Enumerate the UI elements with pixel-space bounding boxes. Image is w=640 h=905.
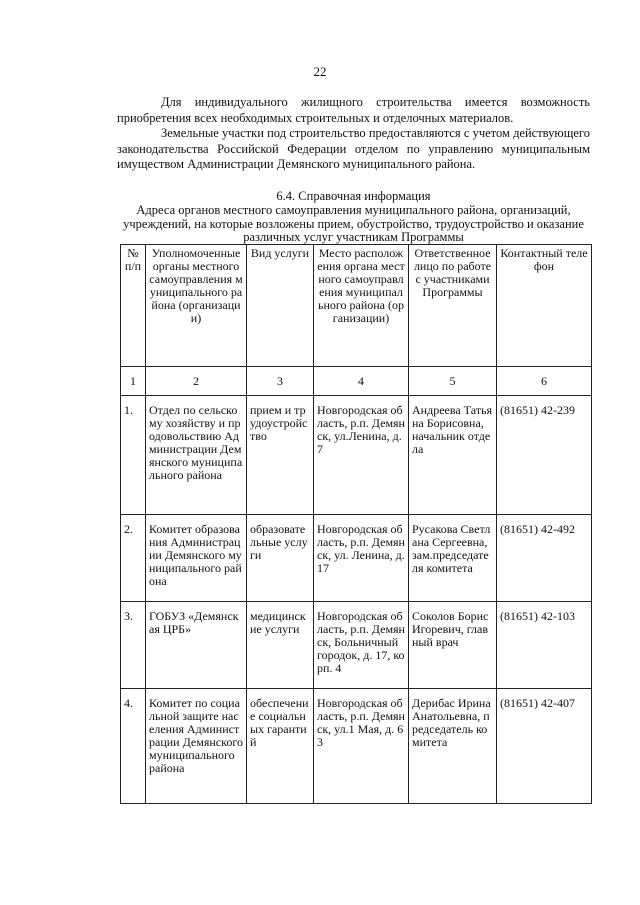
row-number: 4. [121, 689, 146, 804]
paragraph-land-plots: Земельные участки под строительство предоставляются с учетом действующего законодательства Российской Федерации отделом по управлению муниципальным имуществом Администрации Демянского муниципального района. [117, 126, 590, 171]
section-subtitle: Адреса органов местного самоуправления муниципального района, организаций, учреждений, на которые возложены прием, обустройство, трудоустройство и оказание различных услуг участникам Программы [123, 203, 584, 244]
section-title: 6.4. Справочная информация [276, 189, 431, 203]
row-person: Соколов Борис Игоревич, главный врач [409, 602, 497, 689]
row-person: Русакова Светлана Сергеевна, зам.председателя комитета [409, 515, 497, 602]
row-service: обеспечение социальных гарантий [247, 689, 314, 804]
row-person: Дерибас Ирина Анатольевна, председатель комитета [409, 689, 497, 804]
row-phone: (81651) 42-103 [497, 602, 592, 689]
row-address: Новгородская область, р.п. Демянск, ул.1 Мая, д. 63 [314, 689, 409, 804]
row-address: Новгородская область, р.п. Демянск, ул.Ленина, д. 7 [314, 396, 409, 515]
row-organization: Комитет образования Администрации Демянского муниципального района [146, 515, 247, 602]
header-location: Место расположения органа местного самоуправления муниципального района (организации) [314, 245, 409, 367]
column-number: 4 [314, 367, 409, 396]
row-service: образовательные услуги [247, 515, 314, 602]
column-number: 1 [121, 367, 146, 396]
header-phone: Контактный телефон [497, 245, 592, 367]
row-service: медицинские услуги [247, 602, 314, 689]
column-number: 6 [497, 367, 592, 396]
column-number: 2 [146, 367, 247, 396]
header-service: Вид услуги [247, 245, 314, 367]
row-number: 2. [121, 515, 146, 602]
table-row [121, 689, 592, 804]
column-number: 5 [409, 367, 497, 396]
header-organization: Уполномоченные органы местного самоуправления муниципального района (организации) [146, 245, 247, 367]
table-row [121, 515, 592, 602]
row-address: Новгородская область, р.п. Демянск, Больничный городок, д. 17, корп. 4 [314, 602, 409, 689]
row-number: 1. [121, 396, 146, 515]
row-phone: (81651) 42-239 [497, 396, 592, 515]
table-row [121, 602, 592, 689]
paragraph-construction-materials: Для индивидуального жилищного строительства имеется возможность приобретения всех необходимых строительных и отделочных материалов. [117, 95, 590, 125]
row-number: 3. [121, 602, 146, 689]
row-person: Андреева Татьяна Борисовна, начальник отдела [409, 396, 497, 515]
row-organization: ГОБУЗ «Демянская ЦРБ» [146, 602, 247, 689]
row-organization: Комитет по социальной защите населения Администрации Демянского муниципального района [146, 689, 247, 804]
column-number: 3 [247, 367, 314, 396]
table-header-row [121, 245, 592, 367]
header-number: № п/п [121, 245, 146, 367]
contacts-table [120, 244, 592, 804]
row-phone: (81651) 42-407 [497, 689, 592, 804]
page-number: 22 [313, 64, 327, 79]
table-row [121, 396, 592, 515]
row-organization: Отдел по сельскому хозяйству и продовольствию Администрации Демянского муниципального района [146, 396, 247, 515]
row-phone: (81651) 42-492 [497, 515, 592, 602]
header-responsible: Ответственное лицо по работе с участниками Программы [409, 245, 497, 367]
row-service: прием и трудоустройство [247, 396, 314, 515]
column-number-row [121, 367, 592, 396]
row-address: Новгородская область, р.п. Демянск, ул. Ленина, д. 17 [314, 515, 409, 602]
